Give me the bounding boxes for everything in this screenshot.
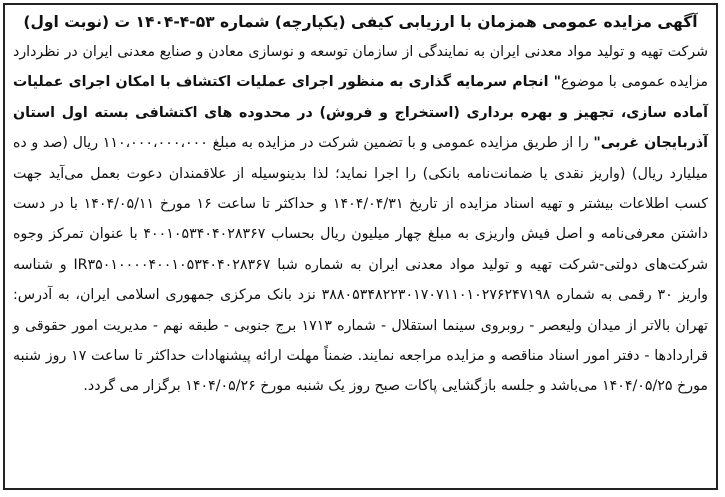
notice-intro: شرکت تهیه و تولید مواد معدنی ایران به نمایندگی از سازمان توسعه و نوسازی معادن و صنایع معدنی ایران در نظردارد مزایده عمومی با موضوع bbox=[13, 44, 708, 91]
auction-notice bbox=[5, 5, 716, 402]
notice-frame bbox=[3, 3, 718, 490]
notice-title: آگهی مزایده عمومی همزمان با ارزیابی کیفی (یکپارچه) شماره ۵۳-۴-۱۴۰۴ ت (نوبت اول) bbox=[23, 13, 698, 31]
notice-body bbox=[13, 37, 708, 402]
notice-guarantee: را از طریق مزایده عمومی و با تضمین شرکت در مزایده به مبلغ ۱۱۰،۰۰۰،۰۰۰،۰۰۰ ریال (صد و ده میلیارد ریال) (واریز نقدی یا ضمانت‌نامه بانکی) را اجرا نماید؛ لذا بدینوسیله از علاقمندان دعوت بعمل می‌آید جهت کسب اطلاعات بیشتر و تهیه اسناد مزایده از تاریخ ۱۴۰۴/۰۴/۳۱ و حداکثر تا ساعت ۱۶ مورخ ۱۴۰۴/۰۵/۱۱ با در دست داشتن معرفی‌نامه و اصل فیش واریزی به مبلغ چهار میلیون ریال بحساب ۴۰۰۱۰۵۳۴۰۴۰۲۸۳۶۷ با عنوان تمرکز وجوه شرکت‌های دولتی-شرکت تهیه و تولید مواد معدنی ایران به شماره شبا IR۳۵۰۱۰۰۰۰۴۰۰۱۰۵۳۴۰۴۰۲۸۳۶۷ و شناسه واریز ۳۰ رقمی به شماره ۳۸۸۰۵۳۴۸۲۲۳۰۱۷۰۷۱۱۰۱۰۲۷۶۲۴۷۱۹۸ نزد بانک مرکزی جمهوری اسلامی ایران، به آدرس: تهران بالاتر از میدان ولیعصر - روبروی سینما استقلال - شماره ۱۷۱۳ برج جنوبی - طبقه نهم - مدیریت امور حقوقی و قراردادها - دفتر امور اسناد مناقصه و مزایده مراجعه نمایند. ضمناً مهلت ارائه پیشنهادات حداکثر تا ساعت ۱۷ روز شنبه مورخ ۱۴۰۴/۰۵/۲۵ می‌باشد و جلسه بازگشایی پاکات صبح روز یک شنبه مورخ ۱۴۰۴/۰۵/۲۶ برگزار می گردد. bbox=[13, 135, 709, 395]
notice-subject-line1: " انجام سرمایه گذاری به منظور اجرای عملیات اکتشاف با امکان اجرای عملیات bbox=[13, 74, 562, 91]
notice-subject-line2: آماده سازی، تجهیز و بهره برداری (استخراج و فروش) در محدوده های اکتشافی بسته اول استان آذربایجان غربی" bbox=[13, 104, 709, 152]
